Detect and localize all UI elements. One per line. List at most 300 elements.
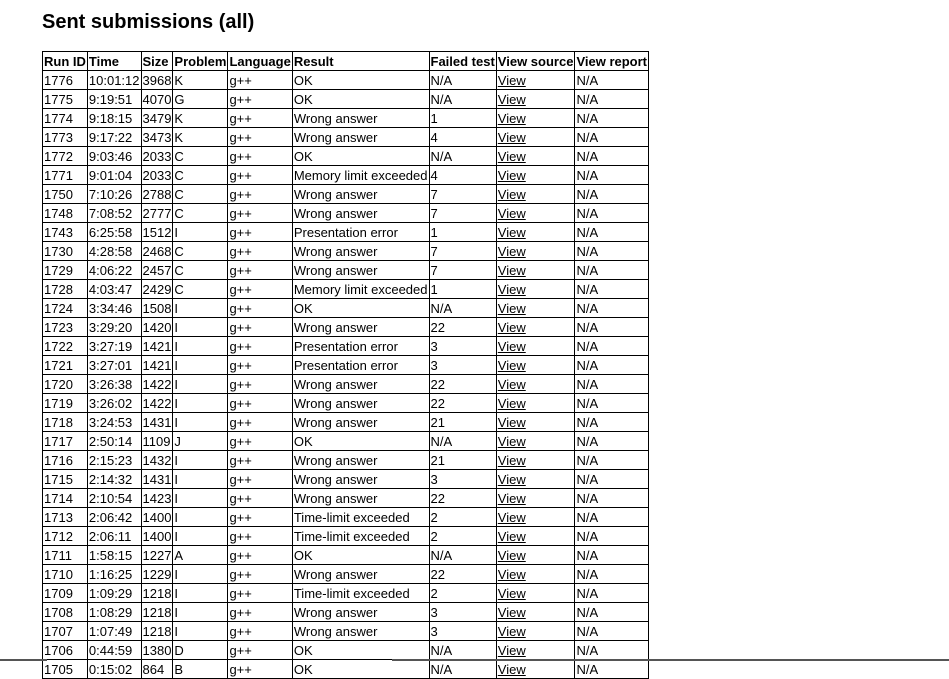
cell-result: Wrong answer xyxy=(292,603,429,622)
cell-failed-test: N/A xyxy=(429,660,496,679)
cell-language: g++ xyxy=(228,261,292,280)
table-row xyxy=(43,451,649,470)
cell-run-id: 1728 xyxy=(43,280,88,299)
cell-view-report: N/A xyxy=(575,166,649,185)
table-row xyxy=(43,660,649,679)
cell-run-id: 1773 xyxy=(43,128,88,147)
cell-failed-test: 4 xyxy=(429,166,496,185)
cell-view-report: N/A xyxy=(575,109,649,128)
view-source-link[interactable]: View xyxy=(497,205,526,221)
submissions-table xyxy=(42,51,649,679)
cell-run-id: 1708 xyxy=(43,603,88,622)
cell-failed-test: 4 xyxy=(429,128,496,147)
cell-view-report: N/A xyxy=(575,147,649,166)
table-row xyxy=(43,185,649,204)
cell-result: Presentation error xyxy=(292,356,429,375)
cell-language: g++ xyxy=(228,147,292,166)
cell-result: Wrong answer xyxy=(292,451,429,470)
cell-language: g++ xyxy=(228,223,292,242)
cell-time: 1:16:25 xyxy=(87,565,141,584)
cell-size: 1400 xyxy=(142,509,172,525)
table-row xyxy=(43,489,649,508)
cell-size: 864 xyxy=(141,660,173,679)
cell-failed-test: 2 xyxy=(429,527,496,546)
cell-language: g++ xyxy=(228,242,292,261)
cell-run-id: 1719 xyxy=(43,394,88,413)
header-view-source: View source xyxy=(497,53,574,69)
cell-run-id: 1705 xyxy=(43,660,88,679)
cell-run-id: 1711 xyxy=(43,546,88,565)
cell-view-report: N/A xyxy=(575,489,649,508)
cell-size: 3968 xyxy=(142,72,172,88)
cell-problem: A xyxy=(173,546,228,565)
cell-result: Wrong answer xyxy=(292,489,429,508)
cell-failed-test: 1 xyxy=(429,109,496,128)
table-row xyxy=(43,147,649,166)
cell-run-id: 1718 xyxy=(43,413,88,432)
cell-problem: G xyxy=(173,90,228,109)
table-row xyxy=(43,641,649,660)
cell-result: Wrong answer xyxy=(292,394,429,413)
cell-time: 1:08:29 xyxy=(87,603,141,622)
cell-failed-test: 7 xyxy=(429,204,496,223)
cell-problem: K xyxy=(173,109,228,128)
cell-problem: I xyxy=(173,337,228,356)
cell-view-report: N/A xyxy=(575,204,649,223)
cell-language: g++ xyxy=(228,508,292,527)
cell-time: 9:18:15 xyxy=(87,109,141,128)
cell-failed-test: 2 xyxy=(429,584,496,603)
table-row xyxy=(43,318,649,337)
cell-size: 1380 xyxy=(142,642,172,658)
view-source-link[interactable]: View xyxy=(497,129,526,145)
cell-failed-test: 22 xyxy=(429,565,496,584)
cell-result: Wrong answer xyxy=(292,204,429,223)
view-source-link[interactable]: View xyxy=(497,395,526,411)
cell-size: 1512 xyxy=(142,224,172,240)
table-row xyxy=(43,622,649,641)
cell-time: 3:26:38 xyxy=(87,375,141,394)
table-row xyxy=(43,375,649,394)
cell-time: 2:50:14 xyxy=(87,432,141,451)
cell-size: 2033 xyxy=(142,148,172,164)
cell-size: 1422 xyxy=(142,395,172,411)
cell-size: 1422 xyxy=(142,376,172,392)
cell-problem: I xyxy=(173,223,228,242)
table-row xyxy=(43,299,649,318)
cell-view-report: N/A xyxy=(575,432,649,451)
table-row xyxy=(43,337,649,356)
table-row xyxy=(43,242,649,261)
cell-view-source xyxy=(496,375,575,394)
cell-failed-test: 3 xyxy=(429,337,496,356)
table-header-row xyxy=(43,52,649,71)
view-source-link[interactable]: View xyxy=(497,623,526,639)
cell-failed-test: 2 xyxy=(429,508,496,527)
cell-language: g++ xyxy=(228,546,292,565)
cell-view-report: N/A xyxy=(575,622,649,641)
cell-problem: J xyxy=(173,432,228,451)
cell-language: g++ xyxy=(228,185,292,204)
cell-run-id: 1713 xyxy=(43,508,88,527)
table-row xyxy=(43,394,649,413)
cell-time: 0:44:59 xyxy=(87,641,141,660)
view-source-link[interactable]: View xyxy=(497,471,526,487)
cell-time: 4:28:58 xyxy=(87,242,141,261)
cell-language: g++ xyxy=(228,603,292,622)
cell-problem: K xyxy=(173,128,228,147)
cell-failed-test: 22 xyxy=(429,375,496,394)
cell-run-id: 1715 xyxy=(43,470,88,489)
table-row xyxy=(43,546,649,565)
cell-result: OK xyxy=(292,90,429,109)
cell-problem: I xyxy=(173,413,228,432)
cell-run-id: 1706 xyxy=(43,641,88,660)
header-result: Result xyxy=(292,52,429,71)
cell-time: 9:19:51 xyxy=(87,90,141,109)
header-view-report: View report xyxy=(576,53,647,69)
cell-problem: I xyxy=(173,508,228,527)
cell-view-report: N/A xyxy=(575,603,649,622)
cell-problem: C xyxy=(173,166,228,185)
cell-result: OK xyxy=(292,660,429,679)
cell-view-report: N/A xyxy=(575,641,649,660)
cell-view-source xyxy=(496,71,575,90)
cell-problem: I xyxy=(173,622,228,641)
cell-view-source xyxy=(496,166,575,185)
cell-view-report: N/A xyxy=(575,470,649,489)
cell-run-id: 1709 xyxy=(43,584,88,603)
cell-view-source xyxy=(496,223,575,242)
cell-run-id: 1714 xyxy=(43,489,88,508)
cell-problem: I xyxy=(173,299,228,318)
view-source-link[interactable]: View xyxy=(497,642,526,658)
table-row xyxy=(43,90,649,109)
cell-failed-test: 7 xyxy=(429,242,496,261)
cell-size: 3479 xyxy=(142,110,172,126)
cell-run-id: 1712 xyxy=(43,527,88,546)
cell-problem: C xyxy=(173,261,228,280)
view-source-link[interactable]: View xyxy=(497,490,526,506)
cell-view-source xyxy=(496,337,575,356)
cell-time: 1:58:15 xyxy=(87,546,141,565)
view-source-link[interactable]: View xyxy=(497,547,526,563)
cell-failed-test: 3 xyxy=(429,356,496,375)
cell-result: Wrong answer xyxy=(292,622,429,641)
table-row xyxy=(43,565,649,584)
cell-view-source xyxy=(496,242,575,261)
cell-time: 7:10:26 xyxy=(87,185,141,204)
view-source-link[interactable]: View xyxy=(497,585,526,601)
cell-view-source xyxy=(496,318,575,337)
cell-view-source xyxy=(496,280,575,299)
view-source-link[interactable]: View xyxy=(497,376,526,392)
view-source-link[interactable]: View xyxy=(497,414,526,430)
cell-result: Memory limit exceeded xyxy=(293,167,428,183)
cell-failed-test: 3 xyxy=(429,603,496,622)
cell-time: 3:24:53 xyxy=(87,413,141,432)
cell-size: 2429 xyxy=(142,281,172,297)
cell-result: OK xyxy=(292,71,429,90)
table-row xyxy=(43,603,649,622)
bottom-divider-left xyxy=(0,659,47,661)
cell-view-source xyxy=(496,147,575,166)
cell-failed-test: N/A xyxy=(429,546,496,565)
cell-view-report: N/A xyxy=(575,565,649,584)
table-row xyxy=(43,413,649,432)
table-row xyxy=(43,508,649,527)
view-source-link[interactable]: View xyxy=(497,338,526,354)
table-row xyxy=(43,280,649,299)
cell-run-id: 1720 xyxy=(43,375,88,394)
cell-size: 1423 xyxy=(142,490,172,506)
cell-result: Wrong answer xyxy=(292,375,429,394)
cell-view-source xyxy=(496,660,575,679)
cell-view-source xyxy=(496,432,575,451)
cell-problem: D xyxy=(173,641,228,660)
cell-language: g++ xyxy=(228,375,292,394)
view-source-link[interactable]: View xyxy=(497,224,526,240)
cell-size: 1432 xyxy=(142,452,172,468)
cell-time: 2:15:23 xyxy=(87,451,141,470)
view-source-link[interactable]: View xyxy=(497,281,526,297)
cell-view-report: N/A xyxy=(575,451,649,470)
cell-run-id: 1771 xyxy=(43,166,88,185)
cell-failed-test: N/A xyxy=(429,71,496,90)
cell-failed-test: 1 xyxy=(429,223,496,242)
cell-view-source xyxy=(496,641,575,660)
cell-language: g++ xyxy=(228,622,292,641)
view-source-link[interactable]: View xyxy=(497,357,526,373)
view-source-link[interactable]: View xyxy=(497,509,526,525)
cell-run-id: 1721 xyxy=(43,356,88,375)
cell-run-id: 1724 xyxy=(43,299,88,318)
cell-view-source xyxy=(496,128,575,147)
cell-view-source xyxy=(496,622,575,641)
view-source-link[interactable]: View xyxy=(497,72,526,88)
cell-failed-test: N/A xyxy=(429,147,496,166)
table-row xyxy=(43,204,649,223)
cell-problem: C xyxy=(173,242,228,261)
cell-language: g++ xyxy=(228,128,292,147)
table-row xyxy=(43,527,649,546)
cell-language: g++ xyxy=(228,204,292,223)
cell-result: OK xyxy=(292,299,429,318)
cell-run-id: 1722 xyxy=(43,337,88,356)
cell-result: Wrong answer xyxy=(292,261,429,280)
cell-language: g++ xyxy=(228,109,292,128)
cell-view-source xyxy=(496,261,575,280)
cell-view-source xyxy=(496,413,575,432)
cell-size: 1431 xyxy=(142,414,172,430)
cell-result: Time-limit exceeded xyxy=(292,508,429,527)
cell-view-report: N/A xyxy=(575,261,649,280)
cell-language: g++ xyxy=(228,432,292,451)
cell-result: Wrong answer xyxy=(292,565,429,584)
view-source-link[interactable]: View xyxy=(497,566,526,582)
cell-run-id: 1710 xyxy=(43,565,88,584)
view-source-link[interactable]: View xyxy=(497,110,526,126)
cell-view-source xyxy=(496,565,575,584)
cell-size: 1229 xyxy=(142,566,172,582)
cell-view-source xyxy=(496,584,575,603)
cell-run-id: 1776 xyxy=(43,71,88,90)
cell-view-source xyxy=(496,451,575,470)
cell-size: 2788 xyxy=(142,186,172,202)
cell-time: 0:15:02 xyxy=(87,660,141,679)
cell-run-id: 1707 xyxy=(43,622,88,641)
header-time: Time xyxy=(87,52,141,71)
view-source-link[interactable]: View xyxy=(497,604,526,620)
cell-language: g++ xyxy=(228,641,292,660)
view-source-link[interactable]: View xyxy=(497,433,526,449)
cell-size: 1218 xyxy=(142,585,172,601)
header-problem: Problem xyxy=(174,53,227,69)
cell-failed-test: 3 xyxy=(429,470,496,489)
view-source-link[interactable]: View xyxy=(497,528,526,544)
cell-view-source xyxy=(496,508,575,527)
header-size: Size xyxy=(141,52,173,71)
cell-view-source xyxy=(496,204,575,223)
view-source-link[interactable]: View xyxy=(497,262,526,278)
cell-view-report: N/A xyxy=(575,527,649,546)
bottom-divider-right xyxy=(392,659,949,661)
cell-problem: I xyxy=(173,489,228,508)
view-source-link[interactable]: View xyxy=(497,661,526,677)
table-row xyxy=(43,584,649,603)
cell-time: 1:07:49 xyxy=(87,622,141,641)
cell-time: 9:01:04 xyxy=(87,166,141,185)
view-source-link[interactable]: View xyxy=(497,319,526,335)
cell-problem: I xyxy=(173,394,228,413)
cell-view-report: N/A xyxy=(575,375,649,394)
cell-result: OK xyxy=(292,432,429,451)
cell-size: 1508 xyxy=(142,300,172,316)
view-source-link[interactable]: View xyxy=(497,452,526,468)
cell-result: Wrong answer xyxy=(292,318,429,337)
table-row xyxy=(43,109,649,128)
cell-size: 1420 xyxy=(142,319,172,335)
cell-problem: B xyxy=(173,660,228,679)
cell-language: g++ xyxy=(228,337,292,356)
cell-problem: I xyxy=(173,565,228,584)
cell-size: 2457 xyxy=(142,262,172,278)
table-row xyxy=(43,223,649,242)
view-source-link[interactable]: View xyxy=(497,91,526,107)
page-title: Sent submissions (all) xyxy=(42,11,255,33)
cell-language: g++ xyxy=(228,90,292,109)
cell-run-id: 1774 xyxy=(43,109,88,128)
cell-view-source xyxy=(496,90,575,109)
cell-problem: I xyxy=(173,451,228,470)
cell-result: Wrong answer xyxy=(292,128,429,147)
cell-failed-test: 22 xyxy=(429,489,496,508)
cell-size: 1431 xyxy=(142,471,172,487)
cell-failed-test: 21 xyxy=(429,413,496,432)
cell-time: 3:27:19 xyxy=(87,337,141,356)
cell-result: OK xyxy=(292,546,429,565)
cell-run-id: 1775 xyxy=(43,90,88,109)
cell-failed-test: 7 xyxy=(429,185,496,204)
view-source-link[interactable]: View xyxy=(497,300,526,316)
cell-language: g++ xyxy=(228,413,292,432)
cell-view-report: N/A xyxy=(575,71,649,90)
cell-language: g++ xyxy=(228,71,292,90)
table-row xyxy=(43,356,649,375)
view-source-link[interactable]: View xyxy=(497,243,526,259)
cell-view-report: N/A xyxy=(575,185,649,204)
cell-time: 6:25:58 xyxy=(87,223,141,242)
cell-language: g++ xyxy=(228,527,292,546)
table-row xyxy=(43,470,649,489)
header-run-id: Run ID xyxy=(44,53,86,69)
cell-language: g++ xyxy=(228,660,292,679)
table-row xyxy=(43,166,649,185)
cell-result: Wrong answer xyxy=(292,109,429,128)
cell-size: 1218 xyxy=(142,604,172,620)
cell-view-report: N/A xyxy=(575,337,649,356)
cell-run-id: 1717 xyxy=(43,432,88,451)
cell-time: 1:09:29 xyxy=(87,584,141,603)
cell-failed-test: N/A xyxy=(429,90,496,109)
cell-size: 1109 xyxy=(141,432,173,451)
cell-result: Wrong answer xyxy=(292,470,429,489)
cell-time: 2:06:42 xyxy=(87,508,141,527)
cell-result: Time-limit exceeded xyxy=(292,584,429,603)
cell-result: Time-limit exceeded xyxy=(292,527,429,546)
cell-failed-test: N/A xyxy=(429,299,496,318)
cell-result: Presentation error xyxy=(292,337,429,356)
cell-result: OK xyxy=(292,641,429,660)
table-row xyxy=(43,432,649,451)
cell-failed-test: 7 xyxy=(429,261,496,280)
cell-problem: I xyxy=(173,603,228,622)
cell-language: g++ xyxy=(228,451,292,470)
cell-time: 4:03:47 xyxy=(87,280,141,299)
cell-size: 1400 xyxy=(142,528,172,544)
cell-language: g++ xyxy=(228,280,292,299)
cell-size: 1218 xyxy=(142,623,172,639)
cell-problem: C xyxy=(173,185,228,204)
cell-failed-test: 3 xyxy=(429,622,496,641)
cell-run-id: 1772 xyxy=(43,147,88,166)
cell-view-source xyxy=(496,356,575,375)
cell-result: Wrong answer xyxy=(292,413,429,432)
cell-time: 2:06:11 xyxy=(87,527,141,546)
view-source-link[interactable]: View xyxy=(497,148,526,164)
cell-failed-test: 22 xyxy=(429,318,496,337)
view-source-link[interactable]: View xyxy=(497,167,526,183)
cell-run-id: 1730 xyxy=(43,242,88,261)
view-source-link[interactable]: View xyxy=(497,186,526,202)
cell-problem: I xyxy=(173,470,228,489)
cell-time: 2:10:54 xyxy=(87,489,141,508)
cell-size: 1227 xyxy=(142,547,172,563)
cell-language: g++ xyxy=(228,489,292,508)
table-row xyxy=(43,128,649,147)
cell-failed-test: 1 xyxy=(429,280,496,299)
cell-time: 3:29:20 xyxy=(87,318,141,337)
cell-language: g++ xyxy=(228,394,292,413)
cell-result: Memory limit exceeded xyxy=(293,281,428,297)
cell-result: OK xyxy=(292,147,429,166)
cell-view-source xyxy=(496,527,575,546)
cell-failed-test: N/A xyxy=(429,432,496,451)
cell-time: 3:27:01 xyxy=(87,356,141,375)
cell-view-report: N/A xyxy=(575,318,649,337)
cell-size: 4070 xyxy=(142,91,172,107)
cell-language: g++ xyxy=(228,318,292,337)
